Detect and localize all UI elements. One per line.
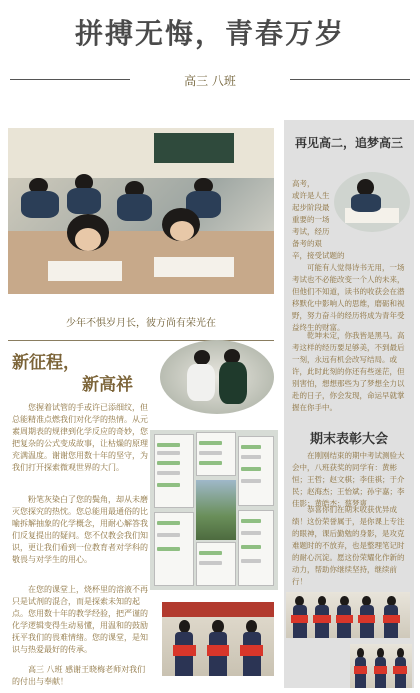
sidebar-paragraph-2: 乾坤未定，你我皆是黑马。高考这样的经历要足够美，不到最后一刻，永远有机会改写结局。或许，此时此刻的你还有些迷茫，但别害怕，想想那些为了梦想全力以赴的日子，你会发现，命运早就掌握在你手中。 (292, 331, 405, 412)
classroom-photo (8, 128, 274, 294)
mountain-photo (196, 480, 236, 540)
message-screenshots (150, 430, 278, 590)
teacher-student-photo (160, 340, 274, 414)
chat-screenshot-4 (154, 512, 194, 586)
chat-screenshot-3 (238, 436, 274, 506)
sidebar-title-review: 再见高二，追梦高三 (294, 136, 403, 150)
award-photo-1 (162, 602, 274, 676)
page-title: 拼搏无悔，青春万岁 (74, 17, 345, 50)
sidebar-title-awards: 期末表彰大会 (309, 432, 388, 447)
divider-right (290, 79, 410, 80)
chat-screenshot-6 (238, 510, 274, 586)
award-photo-2 (286, 592, 410, 638)
thanks-closing: 高三 八班 感谢王晓梅老师对我们的付出与奉献！ (12, 665, 146, 686)
thanks-paragraph-1: 您握着试管的手或许已添细纹，但总能精准点燃我们对化学的热情。从元素周期表的规律到化学反应的奇妙，您把复杂的公式变成故事，让枯燥的原理充满温度。谢谢您用数十年的坚守，为我们打开探索微观世界的大门。 (12, 403, 148, 472)
sidebar-congrats: 恭喜你们在期末收获优异成绩！这份荣誉属于，是你课上专注的眼神，课后勤勉的身影，是攻克难题时的不放弃，也是整理笔记时的耐心沉淀。愿这份荣耀化作新的动力，帮助你继续坚持，继续前行！ (292, 505, 405, 586)
heading-new-luck: 新高祥 (82, 375, 133, 395)
chat-screenshot-2 (196, 432, 236, 476)
chat-screenshot-1 (154, 434, 194, 508)
heading-new-journey: 新征程， (12, 353, 80, 373)
sidebar-awardees: 在刚刚结束的期中考试测验大会中，八班获奖的同学有：黄彬恒；王哲；赵文棋；李佳祺；于介民；赵海杰；王怡斌；孙宇嘉；李佳影；黄皓杰；蔡梦爽 (292, 451, 405, 508)
sidebar-paragraph-1: 可能有人觉得诗书无用，一场考试也不必能改变一个人的未来，但他们不知道，读书的收获会在潜移默化中影响人的思维，磨砺和视野，努力奋斗的经历将成为青年受益终生的财富。 (292, 263, 405, 332)
award-photo-3 (350, 644, 412, 688)
thanks-paragraph-3: 在您的课堂上，烧杯里的溶液不再只是试剂的混合，而是探索未知的起点。您用数十年的教学经验，把严谨的化学逻辑变得生动易懂，用温和的鼓励抚平我们的畏难情绪。您的课堂，是知识与热爱最好的传承。 (12, 585, 148, 654)
thanks-paragraph-2: 粉笔灰染白了您的鬓角，却从未磨灭您探究的热忱。您总能用最通俗的比喻拆解抽象的化学概念，用耐心解答我们反复提出的疑问。您不仅教会我们知识，更让我们看到一位教育者对学科的敬畏与对学生的用心。 (12, 495, 148, 564)
class-banner (0, 70, 420, 90)
class-label: 高三 八班 (184, 74, 236, 88)
sidebar-student-photo (334, 172, 410, 232)
chat-screenshot-5 (196, 542, 236, 586)
photo-caption: 少年不惧岁月长，彼方尚有荣光在 (66, 318, 216, 329)
sidebar-intro: 高考， 或许是人生 起步阶段最 重要的一场 考试，经历 备考的艰 辛，接受试题的 (292, 179, 345, 260)
